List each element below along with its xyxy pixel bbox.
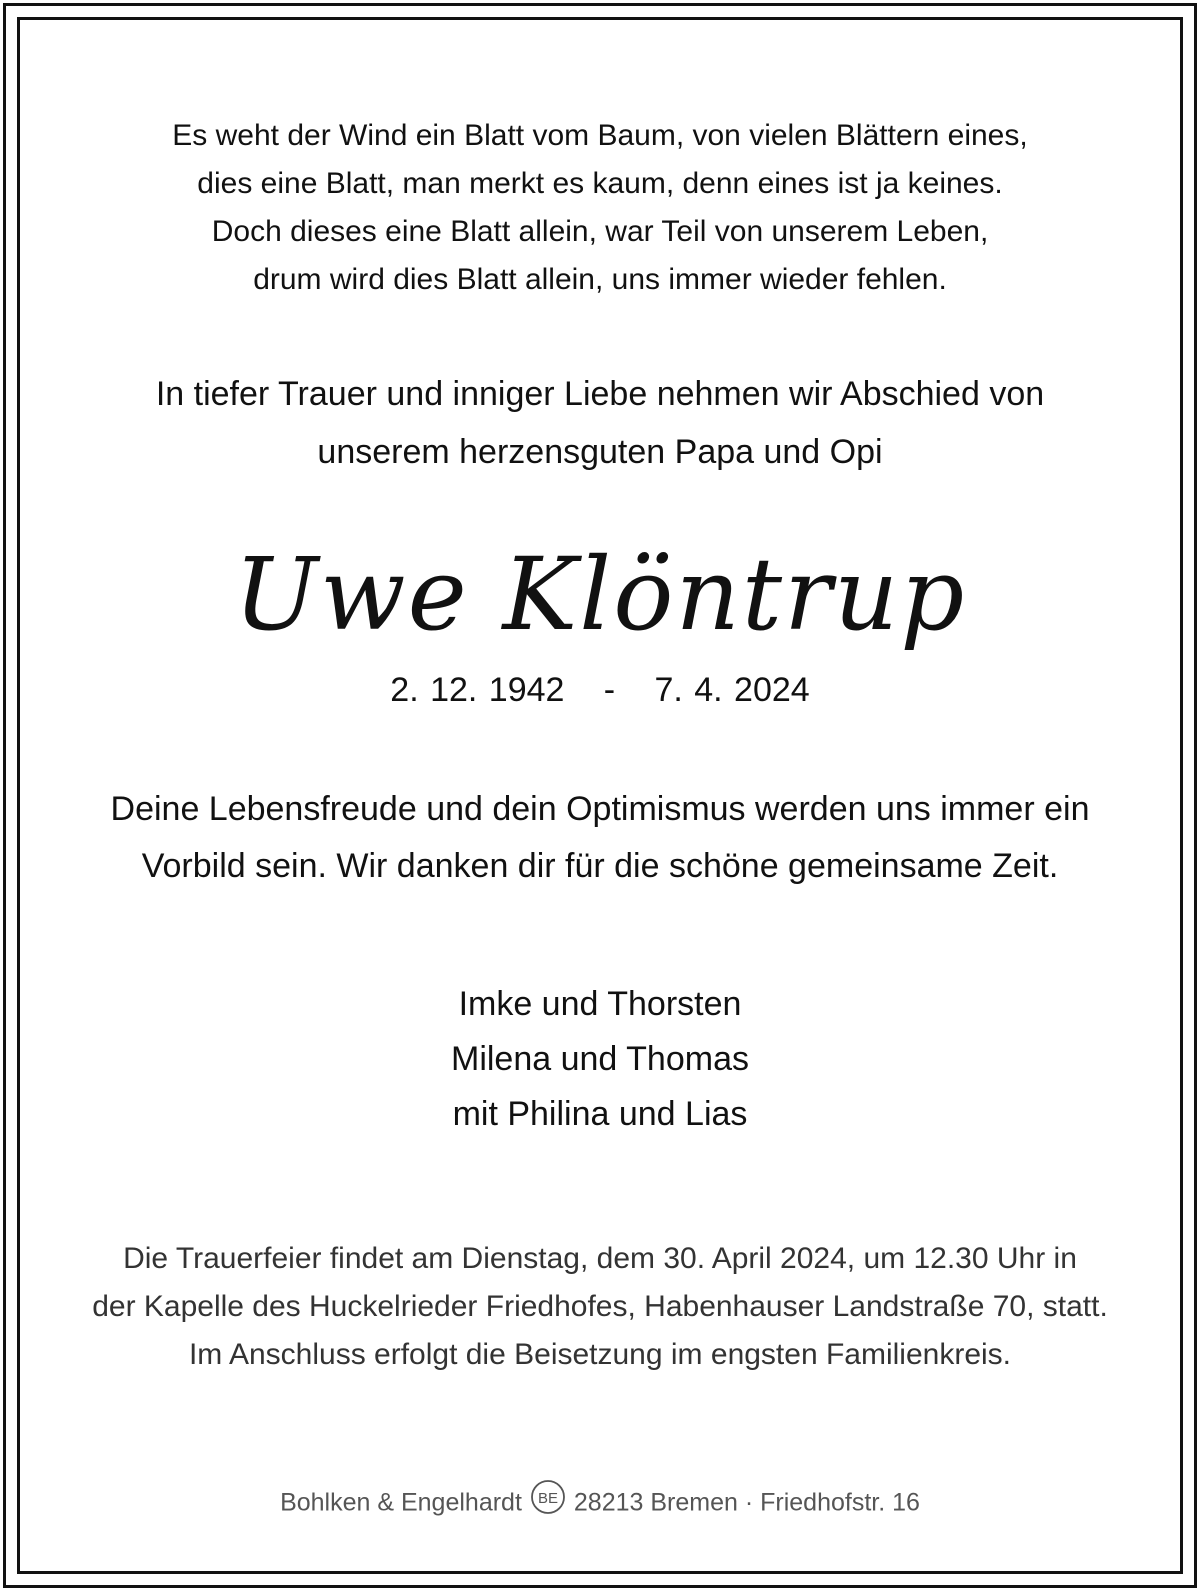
family-line: mit Philina und Lias bbox=[452, 1095, 748, 1133]
farewell-text bbox=[0, 365, 1200, 481]
farewell-line: In tiefer Trauer und inniger Liebe nehmen wir Abschied von bbox=[155, 375, 1045, 413]
family-line: Imke und Thorsten bbox=[458, 985, 742, 1023]
farewell-line: unserem herzensguten Papa und Opi bbox=[317, 433, 883, 471]
date-separator: - bbox=[603, 671, 616, 709]
service-info bbox=[0, 1235, 1200, 1379]
poem-line: drum wird dies Blatt allein, uns immer wieder fehlen. bbox=[253, 263, 947, 296]
poem-line: Es weht der Wind ein Blatt vom Baum, von vielen Blättern eines, bbox=[172, 119, 1028, 152]
poem-line: Doch dieses eine Blatt allein, war Teil von unserem Leben, bbox=[211, 215, 989, 248]
tribute-text bbox=[0, 781, 1200, 895]
logo-monogram: BE bbox=[537, 1490, 558, 1507]
funeral-home-address: 28213 Bremen · Friedhofstr. 16 bbox=[573, 1488, 920, 1517]
tribute-line: Vorbild sein. Wir danken dir für die schöne gemeinsame Zeit. bbox=[141, 847, 1059, 885]
deceased-name: Uwe Klöntrup bbox=[233, 536, 967, 653]
service-line: Im Anschluss erfolgt die Beisetzung im engsten Familienkreis. bbox=[188, 1338, 1012, 1371]
birth-date: 2. 12. 1942 bbox=[390, 671, 565, 709]
tribute-line: Deine Lebensfreude und dein Optimismus werden uns immer ein bbox=[110, 790, 1090, 828]
funeral-home-logo-icon bbox=[530, 1479, 566, 1525]
poem-line: dies eine Blatt, man merkt es kaum, denn eines ist ja keines. bbox=[197, 167, 1003, 200]
family-names bbox=[0, 977, 1200, 1142]
family-line: Milena und Thomas bbox=[451, 1040, 749, 1078]
death-date: 7. 4. 2024 bbox=[654, 671, 810, 709]
service-line: Die Trauerfeier findet am Dienstag, dem 30. April 2024, um 12.30 Uhr in bbox=[123, 1242, 1077, 1275]
funeral-home-name: Bohlken & Engelhardt bbox=[280, 1488, 522, 1517]
poem bbox=[0, 112, 1200, 304]
life-dates bbox=[0, 668, 1200, 712]
funeral-home-footer bbox=[0, 1483, 1200, 1525]
service-line: der Kapelle des Huckelrieder Friedhofes, Habenhauser Landstraße 70, statt. bbox=[92, 1290, 1108, 1323]
